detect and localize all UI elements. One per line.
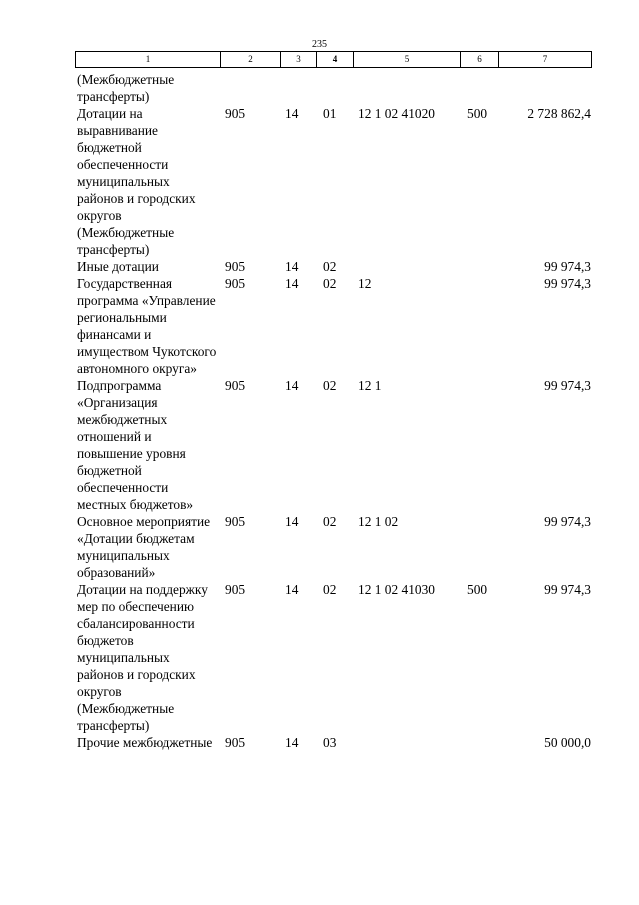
- column-header-2: 2: [221, 52, 281, 68]
- row-name: Дотации на выравнивание бюджетной обеспеченности муниципальных районов и городских округов (Межбюджетные трансферты): [77, 106, 196, 257]
- column-header-row: [76, 52, 592, 68]
- column-header-7: 7: [499, 52, 592, 68]
- row-subsection-code: 02: [323, 582, 337, 597]
- row-amount: 99 974,3: [544, 276, 591, 291]
- row-name: Подпрограмма «Организация межбюджетных отношений и повышение уровня бюджетной обеспеченности местных бюджетов»: [77, 378, 194, 512]
- row-target-article: 12 1 02: [358, 514, 399, 529]
- row-amount: 99 974,3: [544, 514, 591, 529]
- row-section-code: 14: [285, 582, 299, 597]
- row-ministry-code: [221, 71, 281, 105]
- row-ministry-code: 905: [225, 735, 246, 750]
- row-expense-type: [461, 275, 499, 377]
- row-target-article: [354, 258, 461, 275]
- row-name: Прочие межбюджетные: [77, 735, 213, 750]
- row-target-article: [354, 734, 461, 751]
- row-ministry-code: 905: [225, 582, 246, 597]
- row-amount: 99 974,3: [544, 378, 591, 393]
- row-section-code: 14: [285, 514, 299, 529]
- row-expense-type: [461, 258, 499, 275]
- row-expense-type: [461, 377, 499, 513]
- row-expense-type: [461, 734, 499, 751]
- table-row: [75, 513, 593, 581]
- table-row: [75, 377, 593, 513]
- row-expense-type: [461, 513, 499, 581]
- column-header-1: 1: [76, 52, 221, 68]
- row-name: Основное мероприятие «Дотации бюджетам муниципальных образований»: [77, 514, 211, 580]
- row-ministry-code: 905: [225, 378, 246, 393]
- row-expense-type: [461, 71, 499, 105]
- row-section-code: 14: [285, 378, 299, 393]
- row-section-code: 14: [285, 259, 299, 274]
- row-target-article: 12 1: [358, 378, 382, 393]
- row-ministry-code: 905: [225, 106, 246, 121]
- table-row: [75, 734, 593, 751]
- row-target-article: 12 1 02 41030: [358, 582, 435, 597]
- column-header-6: 6: [461, 52, 499, 68]
- row-subsection-code: 03: [323, 735, 337, 750]
- column-header-table: [75, 51, 592, 68]
- row-target-article: [354, 71, 461, 105]
- row-ministry-code: 905: [225, 259, 246, 274]
- row-subsection-code: 02: [323, 378, 337, 393]
- row-name: Дотации на поддержку мер по обеспечению сбалансированности бюджетов муниципальных районов и городских округов (Межбюджетные трансферты): [77, 582, 208, 733]
- row-section-code: 14: [285, 276, 299, 291]
- table-row: [75, 258, 593, 275]
- row-section-code: 14: [285, 106, 299, 121]
- row-amount: 2 728 862,4: [527, 106, 591, 121]
- row-amount: 99 974,3: [544, 259, 591, 274]
- row-target-article: 12: [358, 276, 372, 291]
- row-amount: 50 000,0: [544, 735, 591, 750]
- row-amount: 99 974,3: [544, 582, 591, 597]
- table-row: [75, 71, 593, 105]
- row-name: Государственная программа «Управление региональными финансами и имуществом Чукотского автономного округа»: [77, 276, 217, 376]
- row-subsection-code: 02: [323, 259, 337, 274]
- row-subsection-code: 02: [323, 276, 337, 291]
- column-header-4: 4: [317, 52, 354, 68]
- row-ministry-code: 905: [225, 276, 246, 291]
- row-section-code: [281, 71, 317, 105]
- row-subsection-code: 02: [323, 514, 337, 529]
- row-target-article: 12 1 02 41020: [358, 106, 435, 121]
- row-subsection-code: 01: [323, 106, 337, 121]
- row-expense-type: 500: [467, 582, 488, 597]
- column-header-3: 3: [281, 52, 317, 68]
- column-header-5: 5: [354, 52, 461, 68]
- table-row: [75, 105, 593, 258]
- row-name: (Межбюджетные трансферты): [77, 72, 175, 104]
- row-name: Иные дотации: [77, 259, 159, 274]
- row-ministry-code: 905: [225, 514, 246, 529]
- row-amount: [499, 71, 593, 105]
- budget-table: [75, 71, 593, 751]
- row-subsection-code: [317, 71, 354, 105]
- table-row: [75, 581, 593, 734]
- row-section-code: 14: [285, 735, 299, 750]
- table-row: [75, 275, 593, 377]
- row-expense-type: 500: [467, 106, 488, 121]
- page-number: 235: [312, 39, 327, 50]
